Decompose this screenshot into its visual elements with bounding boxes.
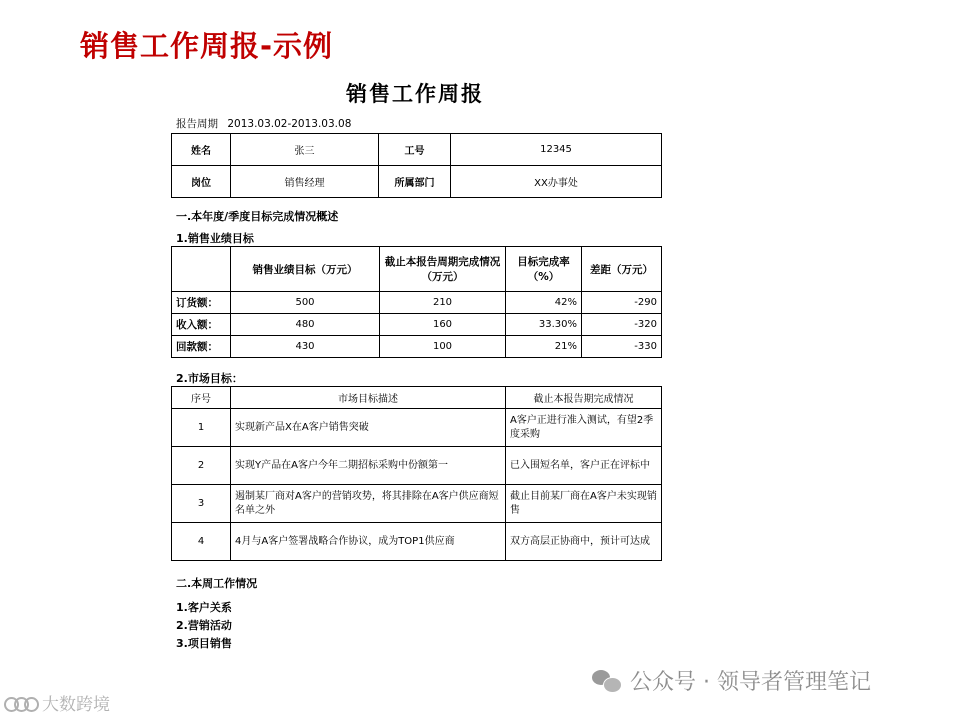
table-row xyxy=(172,292,662,314)
section-2-title: 二.本周工作情况 xyxy=(176,577,258,590)
status-cell: 双方高层正协商中，预计可达成 xyxy=(506,523,662,561)
market-target-table xyxy=(171,386,662,561)
column-header: 截止本报告期完成情况 xyxy=(506,387,662,409)
sales-target-table xyxy=(171,246,662,358)
status-cell: 截止目前某厂商在A客户未实现销售 xyxy=(506,485,662,523)
description-cell: 4月与A客户签署战略合作协议，成为TOP1供应商 xyxy=(231,523,506,561)
target-cell: 480 xyxy=(231,314,380,336)
list-item: 3.项目销售 xyxy=(176,637,232,650)
employee-id-label: 工号 xyxy=(379,134,451,166)
wechat-icon xyxy=(592,668,622,694)
column-header: 销售业绩目标（万元） xyxy=(231,247,380,292)
section-1-title: 一.本年度/季度目标完成情况概述 xyxy=(176,210,339,223)
row-label: 收入额： xyxy=(172,314,231,336)
watermark-text: 公众号 · 领导者管理笔记 xyxy=(630,670,871,695)
slide-title: 销售工作周报-示例 xyxy=(80,29,334,63)
row-label: 回款额： xyxy=(172,336,231,358)
table-header-row xyxy=(172,387,662,409)
table-row xyxy=(172,336,662,358)
target-cell: 500 xyxy=(231,292,380,314)
sales-target-subtitle: 1.销售业绩目标 xyxy=(176,232,254,245)
done-cell: 160 xyxy=(380,314,506,336)
name-value: 张三 xyxy=(231,134,379,166)
employee-info-table xyxy=(171,133,662,198)
column-header: 市场目标描述 xyxy=(231,387,506,409)
done-cell: 210 xyxy=(380,292,506,314)
report-period-label: 报告周期 xyxy=(176,118,218,130)
report-period-value: 2013.03.02-2013.03.08 xyxy=(227,118,352,130)
watermark-logo-icon xyxy=(4,694,38,712)
description-cell: 实现Y产品在A客户今年二期招标采购中份额第一 xyxy=(231,447,506,485)
market-target-subtitle: 2.市场目标： xyxy=(176,372,243,385)
list-item: 1.客户关系 xyxy=(176,601,232,614)
table-header-row xyxy=(172,247,662,292)
seq-cell: 3 xyxy=(172,485,231,523)
table-row xyxy=(172,134,662,166)
description-cell: 遏制某厂商对A客户的营销攻势，将其排除在A客户供应商短名单之外 xyxy=(231,485,506,523)
rate-cell: 21% xyxy=(506,336,582,358)
employee-id-value: 12345 xyxy=(451,134,662,166)
empty-header-cell xyxy=(172,247,231,292)
gap-cell: -330 xyxy=(582,336,662,358)
row-label: 订货额： xyxy=(172,292,231,314)
report-period xyxy=(176,116,357,131)
document-title: 销售工作周报 xyxy=(346,82,484,106)
gap-cell: -320 xyxy=(582,314,662,336)
done-cell: 100 xyxy=(380,336,506,358)
department-value: XX办事处 xyxy=(451,166,662,198)
rate-cell: 42% xyxy=(506,292,582,314)
rate-cell: 33.30% xyxy=(506,314,582,336)
table-row xyxy=(172,447,662,485)
seq-cell: 2 xyxy=(172,447,231,485)
wechat-watermark xyxy=(592,665,871,696)
watermark-left-text: 大数跨境 xyxy=(42,695,110,715)
column-header: 截止本报告周期完成情况（万元） xyxy=(380,247,506,292)
column-header: 序号 xyxy=(172,387,231,409)
gap-cell: -290 xyxy=(582,292,662,314)
work-item-list xyxy=(176,599,232,653)
department-label: 所属部门 xyxy=(379,166,451,198)
seq-cell: 1 xyxy=(172,409,231,447)
table-row xyxy=(172,314,662,336)
seq-cell: 4 xyxy=(172,523,231,561)
description-cell: 实现新产品X在A客户销售突破 xyxy=(231,409,506,447)
status-cell: A客户正进行准入测试，有望2季度采购 xyxy=(506,409,662,447)
table-row xyxy=(172,166,662,198)
corner-watermark xyxy=(4,690,110,715)
column-header: 差距（万元） xyxy=(582,247,662,292)
list-item: 2.营销活动 xyxy=(176,619,232,632)
target-cell: 430 xyxy=(231,336,380,358)
name-label: 姓名 xyxy=(172,134,231,166)
status-cell: 已入围短名单，客户正在评标中 xyxy=(506,447,662,485)
table-row xyxy=(172,409,662,447)
post-value: 销售经理 xyxy=(231,166,379,198)
table-row xyxy=(172,485,662,523)
table-row xyxy=(172,523,662,561)
post-label: 岗位 xyxy=(172,166,231,198)
column-header: 目标完成率（%） xyxy=(506,247,582,292)
